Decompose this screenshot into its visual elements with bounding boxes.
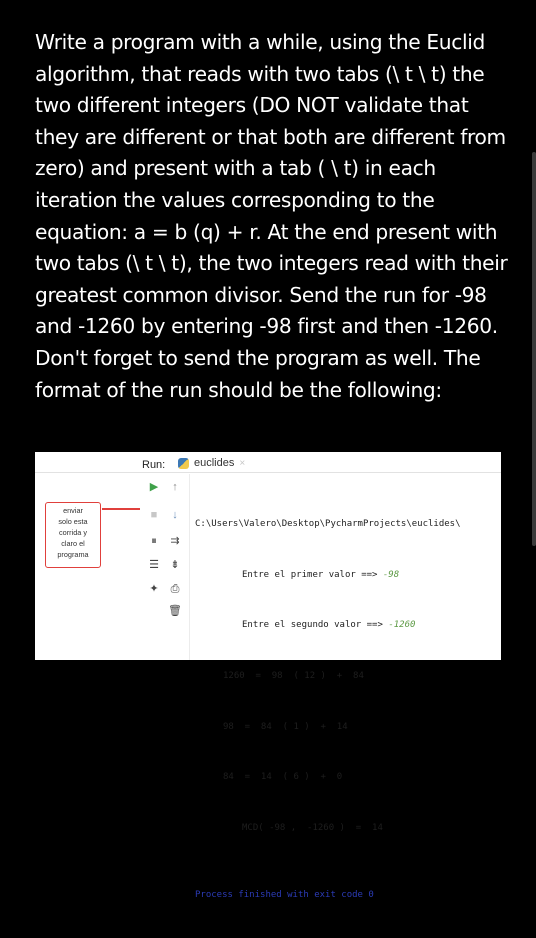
run-label: Run:: [142, 459, 166, 471]
play-icon[interactable]: ▶: [149, 481, 159, 493]
console-iteration: 98 = 84 ( 1 ) + 14: [223, 721, 348, 732]
arrow-up-icon[interactable]: ↑: [172, 481, 178, 493]
annotation-line: programa: [57, 550, 89, 559]
run-window-screenshot: [35, 452, 501, 900]
annotation-line: enviar: [63, 506, 83, 515]
scroll-icon[interactable]: ⇟: [170, 559, 180, 571]
python-icon: [178, 458, 189, 469]
trash-icon[interactable]: 🗑: [168, 605, 182, 617]
tab-name: euclides: [194, 457, 235, 469]
question-text: Write a program with a while, using the Euclid algorithm, that reads with two tabs (\ t \ t) the two different integers (DO NOT validate that they are different or that both are different from zero) and present with a tab ( \ t) in each iteration the values corresponding to the equation: a = b (q) + r. At the end present with two tabs (\ t \ t), the two integers read with their greatest common divisor. Send the run for -98 and -1260 by entering -98 first and then -1260. Don't forget to send the program as well. The format of the run should be the following:: [35, 30, 508, 402]
console-exit: Process finished with exit code 0: [195, 889, 374, 900]
pause-icon[interactable]: ⏸: [151, 535, 157, 547]
console-prompt-1: Entre el primer valor ==> -98: [242, 569, 400, 580]
annotation-line: corrida y: [59, 528, 87, 537]
annotation-arrow: [102, 508, 140, 510]
console-output: [195, 482, 461, 938]
arrow-down-icon[interactable]: ↓: [172, 509, 178, 521]
console-prompt-2: Entre el segundo valor ==> -1260: [242, 620, 416, 631]
annotation-note: [45, 502, 101, 568]
pin-icon[interactable]: ✦: [149, 583, 159, 595]
close-icon[interactable]: ×: [239, 457, 246, 469]
annotation-line: claro el: [61, 539, 85, 548]
wrap-icon[interactable]: ⇉: [170, 535, 180, 547]
run-tab[interactable]: [178, 457, 245, 469]
console-iteration: 1260 = 98 ( 12 ) + 84: [223, 670, 364, 681]
print-icon[interactable]: ⎙: [170, 583, 180, 595]
run-toolbar: [35, 452, 501, 473]
list-icon[interactable]: ☰: [149, 559, 159, 571]
panel-divider: [189, 474, 190, 660]
console-result: MCD( -98 , -1260 ) = 14: [242, 823, 383, 834]
stop-icon[interactable]: ■: [150, 509, 158, 521]
console-path: C:\Users\Valero\Desktop\PycharmProjects\euclides\: [195, 518, 461, 529]
console-iteration: 84 = 14 ( 6 ) + 0: [223, 772, 343, 783]
scrollbar[interactable]: [532, 152, 536, 546]
annotation-line: solo esta: [58, 517, 88, 526]
